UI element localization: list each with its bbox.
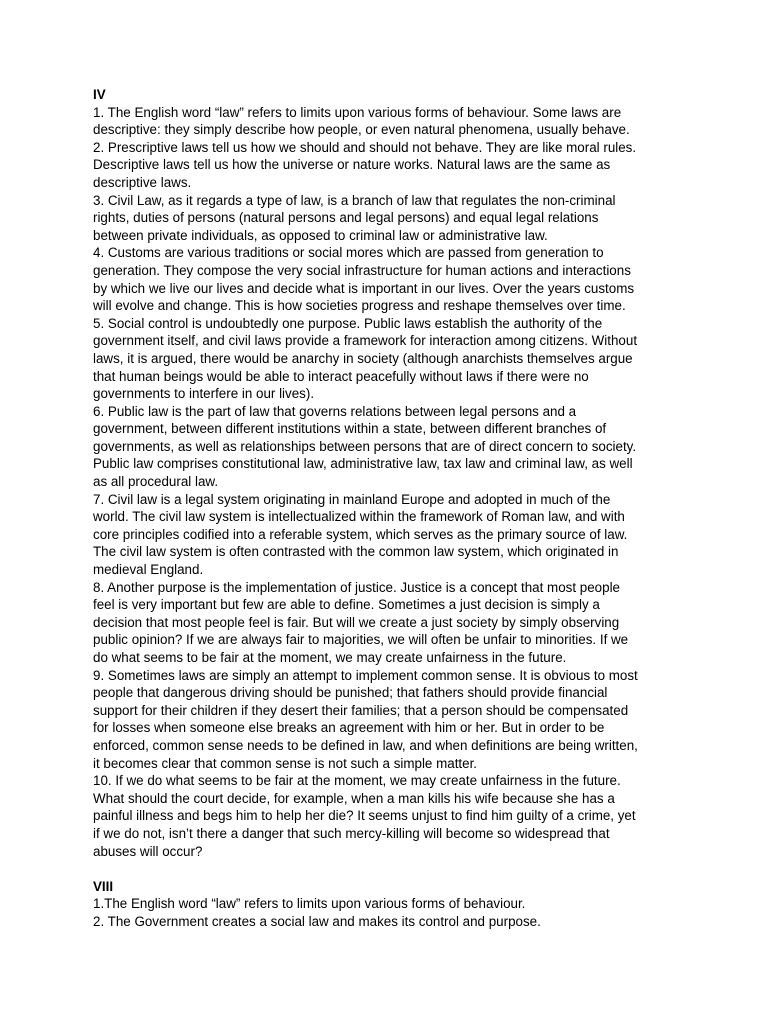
text-line: descriptive laws. <box>93 174 192 190</box>
text-line: rights, duties of persons (natural persons and legal persons) and equal legal relations <box>93 210 599 226</box>
text-line: as all procedural law. <box>93 474 219 490</box>
text-line: will evolve and change. This is how societies progress and reshape themselves over time. <box>93 298 626 314</box>
text-line: it becomes clear that common sense is not such a simple matter. <box>93 755 478 771</box>
text-line: descriptive: they simply describe how people, or even natural phenomena, usually behave. <box>93 122 630 138</box>
text-line: governments, as well as relationships between persons that are of direct concern to society. <box>93 438 637 454</box>
text-line: do what seems to be fair at the moment, we may create unfairness in the future. <box>93 650 567 665</box>
text-line: 1.The English word “law” refers to limits upon various forms of behaviour. <box>93 896 526 912</box>
text-line: 6. Public law is the part of law that governs relations between legal persons and a <box>93 403 577 419</box>
text-line: enforced, common sense needs to be defined in law, and when definitions are being written, <box>93 737 638 753</box>
text-line: 4. Customs are various traditions or social mores which are passed from generation to <box>93 245 604 261</box>
text-line: laws, it is argued, there would be anarchy in society (although anarchists themselves argue <box>93 350 633 366</box>
text-line: 1. The English word “law” refers to limits upon various forms of behaviour. Some laws are <box>93 104 622 120</box>
text-line: people that dangerous driving should be punished; that fathers should provide financial <box>93 685 608 701</box>
text-line: 10. If we do what seems to be fair at the moment, we may create unfairness in the future. <box>93 773 621 789</box>
text-line: 7. Civil law is a legal system originating in mainland Europe and adopted in much of the <box>93 491 611 507</box>
document-page <box>93 86 683 931</box>
text-line: world. The civil law system is intellectualized within the framework of Roman law, and with <box>93 509 625 525</box>
text-line: if we do not, isn’t there a danger that such mercy-killing will become so widespread that <box>93 825 610 841</box>
text-line: government itself, and civil laws provide a framework for interaction among citizens. Without <box>93 333 638 349</box>
text-line: Descriptive laws tell us how the universe or nature works. Natural laws are the same as <box>93 157 611 173</box>
text-line: support for their children if they desert their families; that a person should be compensated <box>93 702 629 718</box>
section-heading: IV <box>93 87 106 102</box>
text-line: 2. The Government creates a social law and makes its control and purpose. <box>93 913 541 929</box>
text-line: decision that most people feel is fair. But will we create a just society by simply observing <box>93 614 620 630</box>
text-line: The civil law system is often contrasted with the common law system, which originated in <box>93 544 619 560</box>
text-line: feel is very important but few are able to define. Sometimes a just decision is simply a <box>93 597 600 613</box>
text-line: 5. Social control is undoubtedly one purpose. Public laws establish the authority of the <box>93 315 603 331</box>
text-line: abuses will occur? <box>93 843 203 859</box>
text-line: generation. They compose the very social infrastructure for human actions and interactions <box>93 262 631 278</box>
text-line: 2. Prescriptive laws tell us how we should and should not behave. They are like moral rules. <box>93 139 637 155</box>
text-line: public opinion? If we are always fair to majorities, we will often be unfair to minorities. If we <box>93 632 629 648</box>
text-line: governments to interfere in our lives). <box>93 386 315 402</box>
text-line: government, between different institutions within a state, between different branches of <box>93 421 607 437</box>
text-line: between private individuals, as opposed to criminal law or administrative law. <box>93 227 548 243</box>
text-line: 9. Sometimes laws are simply an attempt to implement common sense. It is obvious to most <box>93 667 638 683</box>
text-line: What should the court decide, for example, when a man kills his wife because she has a <box>93 790 615 806</box>
text-line: by which we live our lives and decide what is important in our lives. Over the years customs <box>93 280 635 296</box>
text-line: for losses when someone else breaks an agreement with him or her. But in order to be <box>93 720 605 736</box>
text-line: core principles codified into a referable system, which serves as the primary source of law. <box>93 526 628 542</box>
text-line: 8. Another purpose is the implementation of justice. Justice is a concept that most people <box>93 579 620 595</box>
text-line: medieval England. <box>93 562 204 578</box>
text-line: painful illness and begs him to help her die? It seems unjust to find him guilty of a crime, yet <box>93 808 636 824</box>
text-line: that human beings would be able to interact peacefully without laws if there were no <box>93 368 589 384</box>
section-spacer <box>93 860 683 878</box>
text-line: 3. Civil Law, as it regards a type of law, is a branch of law that regulates the non-criminal <box>93 192 616 208</box>
text-line: Public law comprises constitutional law, administrative law, tax law and criminal law, as well <box>93 456 633 472</box>
section-heading: VIII <box>93 878 114 894</box>
